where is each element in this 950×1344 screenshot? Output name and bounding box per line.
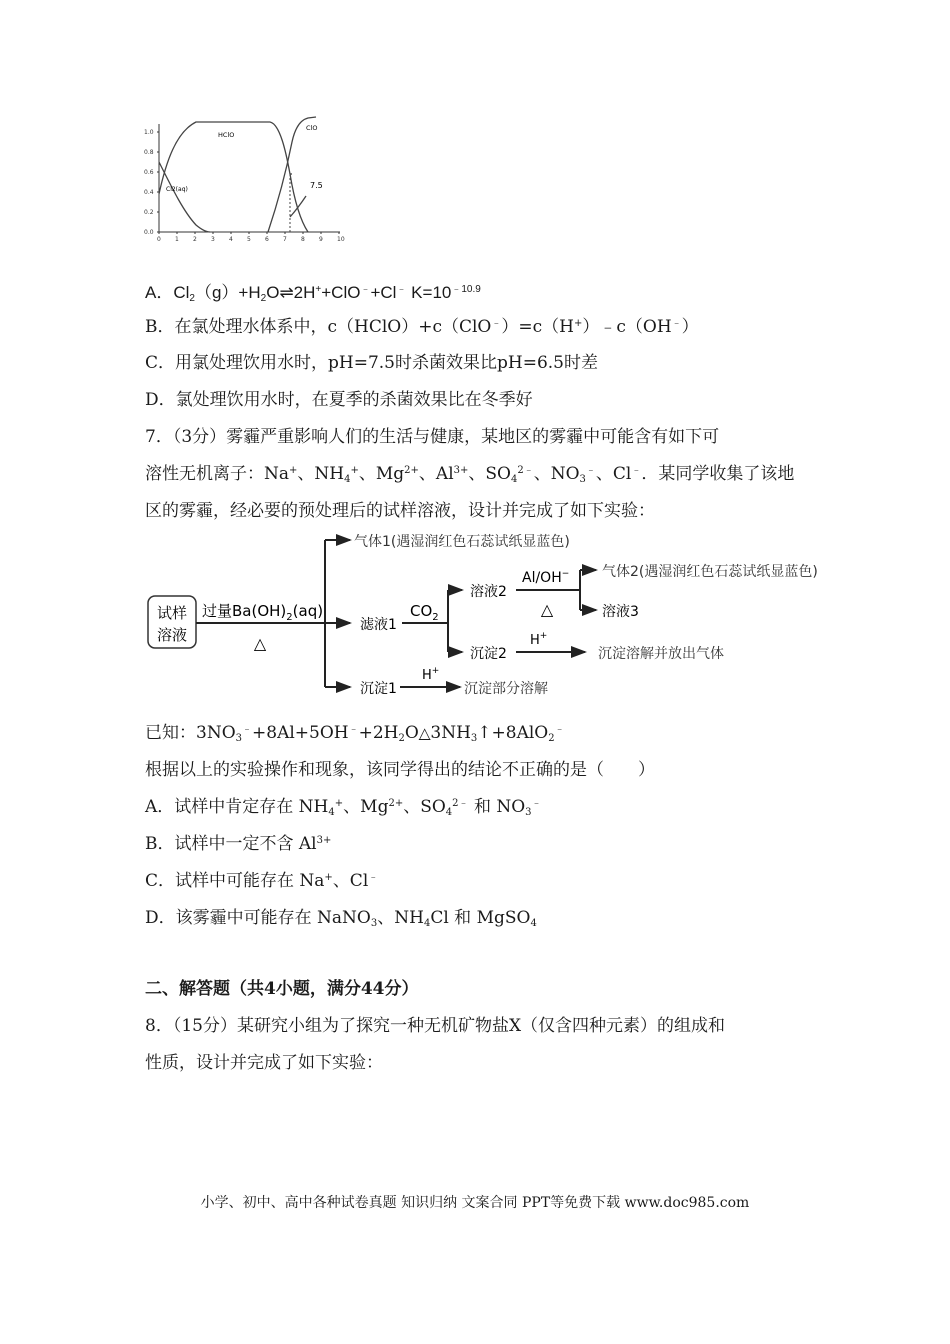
cl2-curve (159, 162, 210, 232)
y-tick-label: 0.4 (144, 189, 154, 196)
q7-question: 根据以上的实验操作和现象，该同学得出的结论不正确的是（ ） (145, 760, 655, 780)
solution3-label: 溶液3 (602, 604, 639, 620)
h-plus-label-1: H+ (530, 631, 548, 648)
reagent-label: 过量$Ba(OH)_2(aq)$ (202, 602, 324, 623)
h-plus-label-2: H+ (422, 666, 440, 683)
precip2-result: 沉淀溶解并放出气体 (598, 646, 724, 662)
x-tick-label: 4 (229, 236, 233, 243)
label-hclo: HClO (218, 131, 235, 139)
q7-line1: 7．（3分）雾霾严重影响人们的生活与健康，某地区的雾霾中可能含有如下可 (145, 427, 720, 447)
q6-option-b: B．在氯处理水体系中，c（HClO）+c（ClO﹣）=c（H+）﹣c（OH﹣） (145, 317, 699, 337)
x-tick-label: 10 (337, 236, 345, 243)
solution2-label: 溶液2 (470, 584, 507, 600)
q8-line2: 性质，设计并完成了如下实验： (145, 1053, 383, 1073)
q6-option-d: D．氯处理饮用水时，在夏季的杀菌效果比在冬季好 (145, 390, 533, 410)
x-tick-label: 7 (283, 236, 287, 243)
q6-option-c: C．用氯处理饮用水时，pH=7.5时杀菌效果比pH=6.5时差 (145, 353, 598, 373)
al-oh-label: Al/OH− (522, 569, 570, 586)
x-tick-label: 0 (157, 236, 161, 243)
x-tick-label: 5 (247, 236, 251, 243)
x-tick-label: 6 (265, 236, 269, 243)
filtrate1-label: 滤液1 (360, 617, 397, 633)
y-tick-label: 0.2 (144, 209, 154, 216)
curve-75 (290, 196, 306, 217)
q7-option-b: B．试样中一定不含 $Al^{3+}$ (145, 834, 332, 854)
y-tick-label: 1.0 (144, 129, 154, 136)
x-tick-label: 1 (175, 236, 179, 243)
y-tick-label: 0.8 (144, 149, 154, 156)
page-footer: 小学、初中、高中各种试卷真题 知识归纳 文案合同 PPT等免费下载 www.doc985.com (200, 1195, 750, 1211)
precip2-label: 沉淀2 (470, 646, 507, 662)
q7-option-c: C．试样中可能存在 Na+、Cl﹣ (145, 871, 379, 891)
precip1-label: 沉淀1 (360, 681, 397, 697)
x-tick-label: 2 (193, 236, 197, 243)
label-cl2: Cl2(aq) (166, 186, 188, 193)
x-tick-label: 3 (211, 236, 215, 243)
known-equation: 已知：$3NO_3^﹣+8Al+5OH^﹣+2H_2O\triangle 3NH_3↑+8AlO_2^﹣$ (145, 723, 565, 744)
q8-line1: 8．（15分）某研究小组为了探究一种无机矿物盐X（仅含四种元素）的组成和 (145, 1016, 726, 1036)
y-tick-label: 0.6 (144, 169, 154, 176)
gas2-label: 气体2(遇湿润红色石蕊试纸显蓝色) (602, 564, 818, 580)
delta-1: △ (253, 634, 267, 653)
q7-option-d: D．该雾霾中可能存在 NaNO$_3$、$NH_4Cl$ 和 MgSO$_4$ (145, 908, 537, 929)
q7-option-a: A．试样中肯定存在 $NH_4^+$、$Mg^{2+}$、$SO_4^{2﹣}$ 和 $NO_3^﹣$ (145, 797, 542, 818)
q7-line3: 区的雾霾，经必要的预处理后的试样溶液，设计并完成了如下实验： (145, 501, 655, 521)
delta-2: △ (540, 600, 554, 619)
label-clo: ClO (306, 124, 318, 132)
y-tick-label: 0.0 (144, 229, 154, 236)
sample-label-1: 试样 (156, 604, 188, 622)
x-tick-label: 8 (301, 236, 305, 243)
sample-label-2: 溶液 (156, 626, 188, 644)
gas1-label: 气体1(遇湿润红色石蕊试纸显蓝色) (354, 534, 570, 550)
section2-heading: 二、解答题（共4小题，满分44分） (145, 979, 419, 999)
precip1-result: 沉淀部分溶解 (464, 681, 548, 697)
distribution-graph (140, 112, 345, 250)
q6-option-a: A．$Cl_2(g)+H_2O\rightleftharpoons 2H^++ClO^﹣+Cl^﹣$ $K=10^{﹣10.9}$ (145, 283, 481, 304)
experiment-flowchart (140, 530, 860, 700)
x-tick-label: 9 (319, 236, 323, 243)
label-75: 7.5 (310, 181, 323, 190)
co2-label: $CO_2$ (410, 602, 439, 623)
q7-line2: 溶性无机离子：Na+、$NH_4^+$、$Mg^{2+}$、$Al^{3+}$、$SO_4^{2﹣}$、$NO_3^﹣$、Cl﹣．某同学收集了该地 (145, 464, 795, 485)
